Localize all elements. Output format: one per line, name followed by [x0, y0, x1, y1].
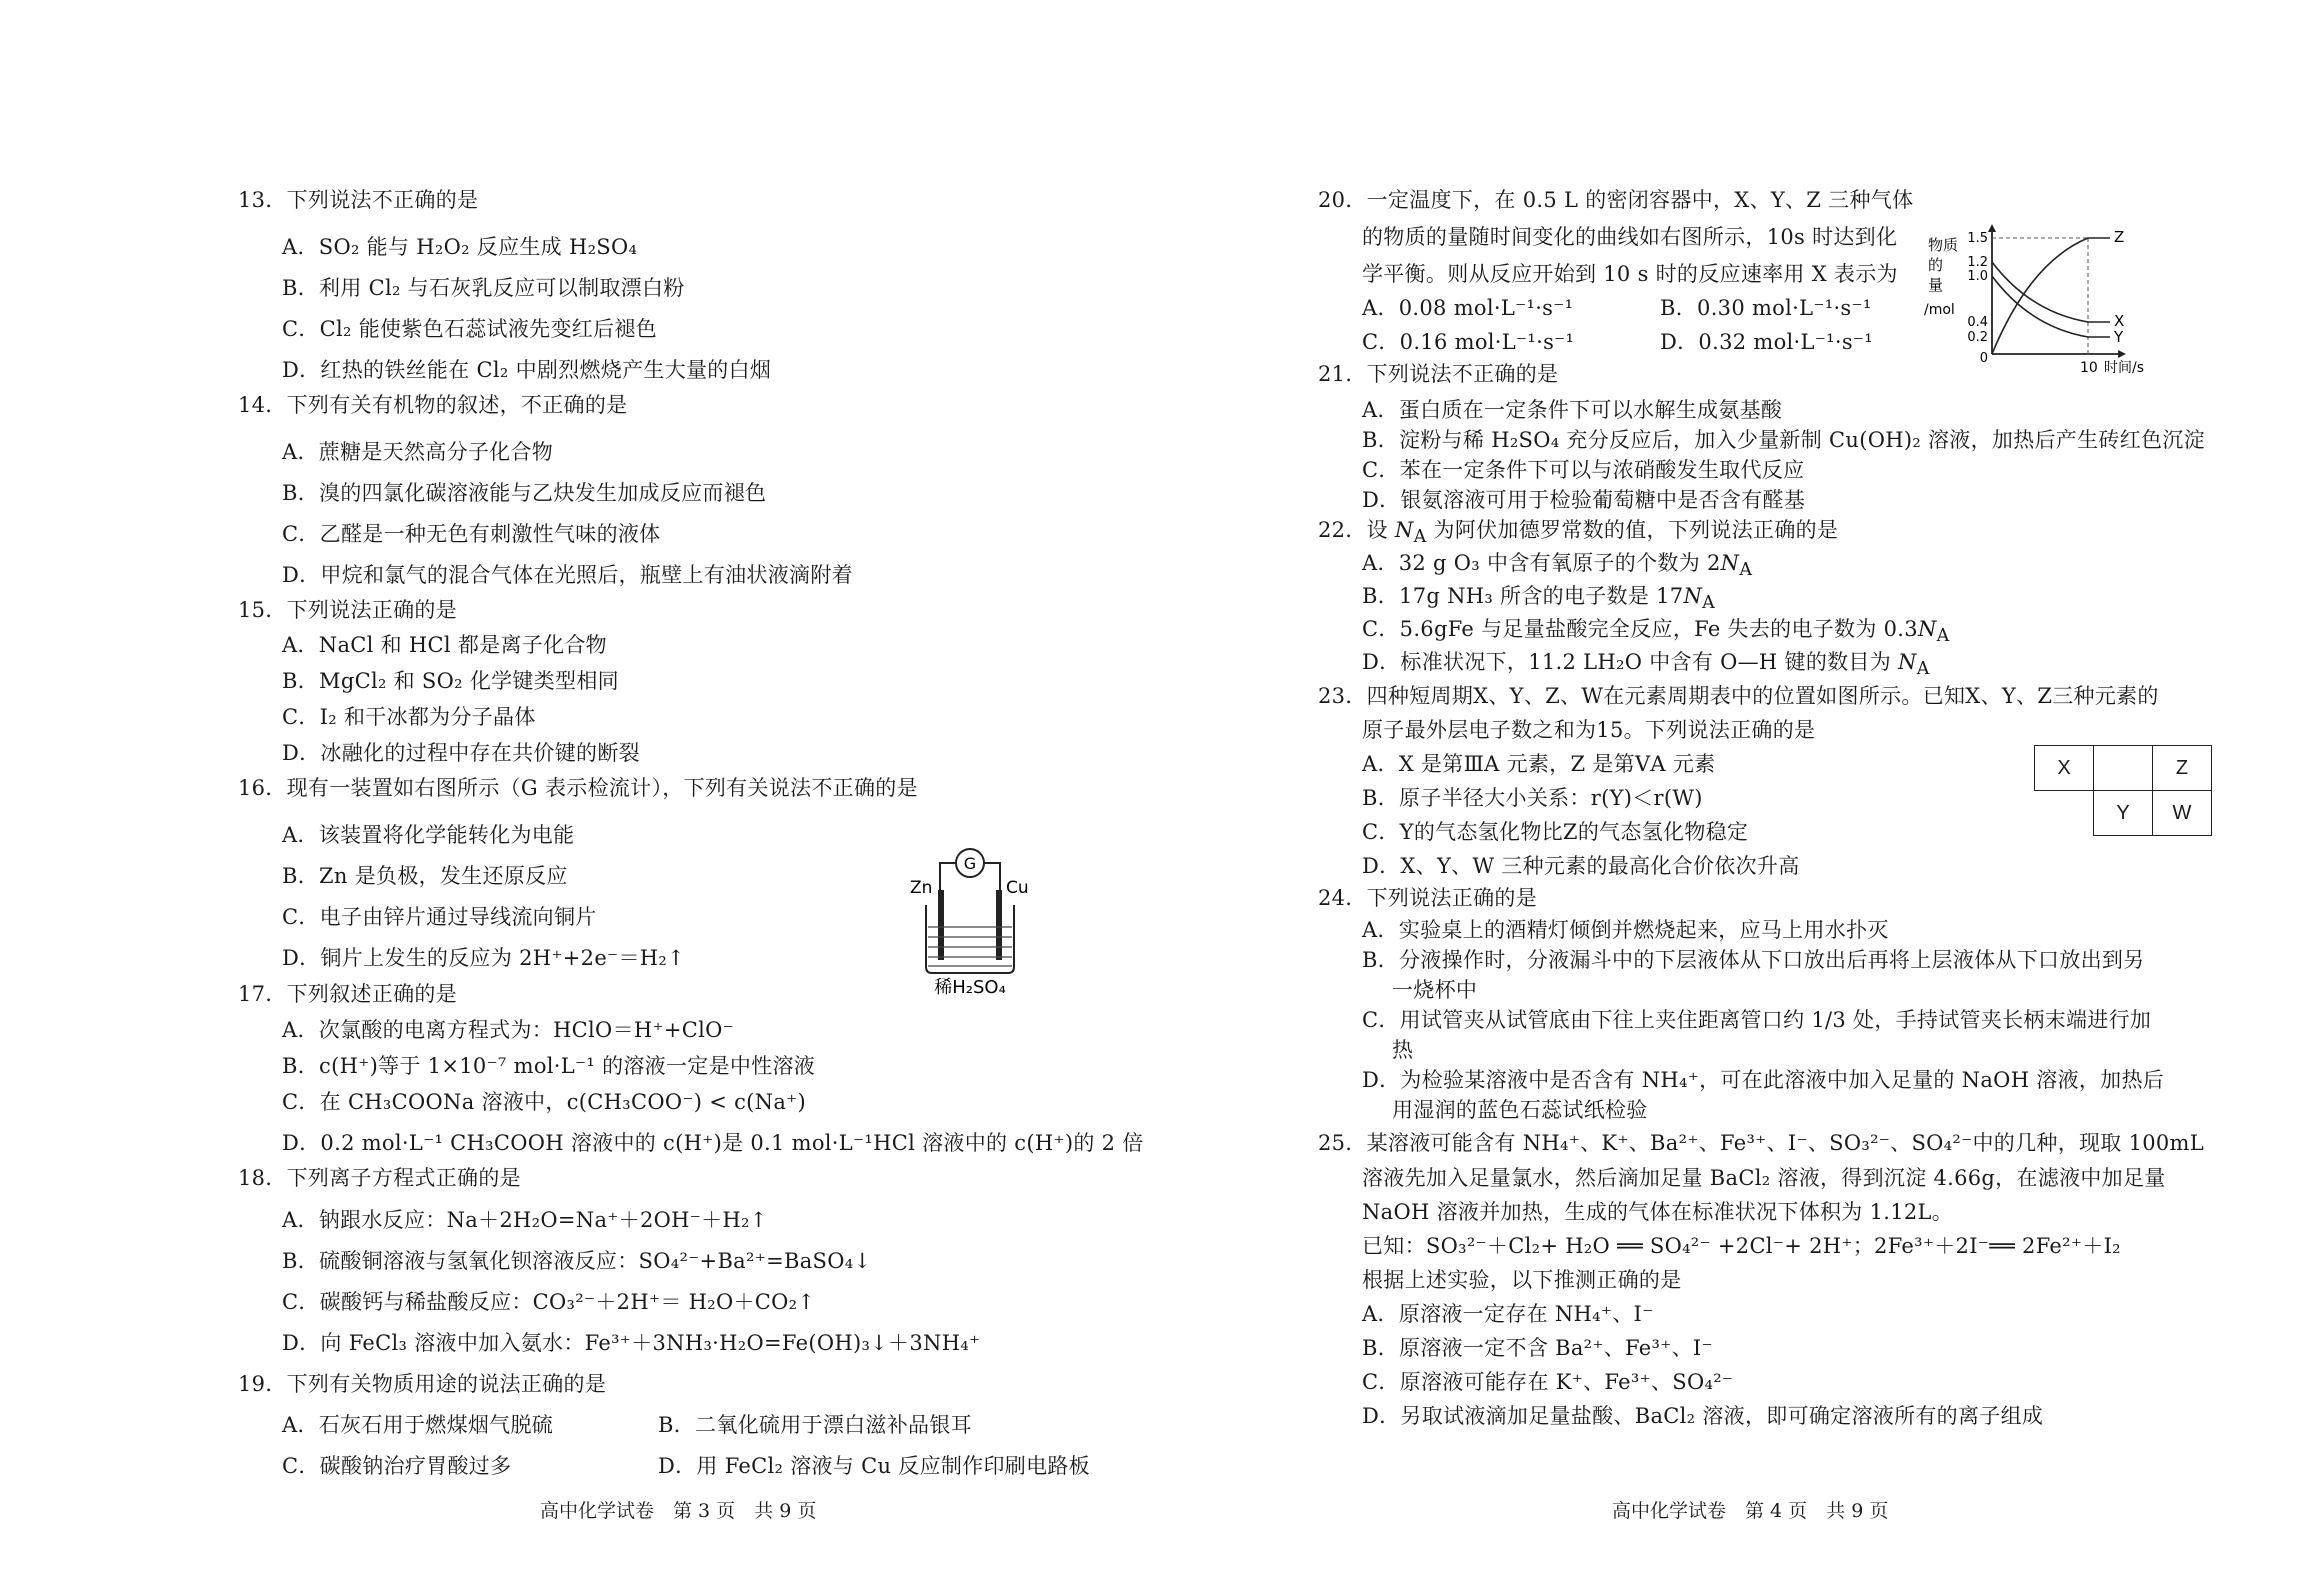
xtick-10: 10	[2080, 360, 2098, 376]
question-line-q19b: B．二氧化硫用于漂白滋补品银耳	[658, 1413, 972, 1437]
question-line-q13b: B．利用 Cl₂ 与石灰乳反应可以制取漂白粉	[282, 276, 685, 300]
question-line-q24d: D．为检验某溶液中是否含有 NH₄⁺，可在此溶液中加入足量的 NaOH 溶液，加热后	[1362, 1068, 2165, 1092]
question-line-q22c: C．5.6gFe 与足量盐酸完全反应，Fe 失去的电子数为 $0.3N_A$	[1362, 617, 1950, 647]
question-line-q23b: B．原子半径大小关系：r(Y)＜r(W)	[1362, 786, 1703, 810]
question-line-q23c: C．Y的气态氢化物比Z的气态氢化物稳定	[1362, 820, 1749, 844]
question-line-q13: 13．下列说法不正确的是	[238, 188, 479, 212]
series-z: Z	[2114, 228, 2125, 246]
ytick-1.5: 1.5	[1967, 231, 1988, 246]
question-line-q24c2: 热	[1392, 1038, 1414, 1062]
pt-cell-blank	[2035, 791, 2094, 836]
question-line-q20a: A．0.08 mol·L⁻¹·s⁻¹	[1362, 296, 1574, 320]
question-line-q24: 24．下列说法正确的是	[1318, 886, 1538, 910]
question-line-q20b: B．0.30 mol·L⁻¹·s⁻¹	[1660, 296, 1872, 320]
graph-ylabel-3: 量	[1928, 276, 1944, 294]
question-line-q16b: B．Zn 是负极，发生还原反应	[282, 864, 568, 888]
question-line-q16c: C．电子由锌片通过导线流向铜片	[282, 905, 597, 929]
question-line-q24c: C．用试管夹从试管底由下往上夹住距离管口约 1/3 处，手持试管夹长柄末端进行加	[1362, 1008, 2152, 1032]
question-line-q25l2: 溶液先加入足量氯水，然后滴加足量 BaCl₂ 溶液，得到沉淀 4.66g，在滤液中加足量	[1362, 1166, 2166, 1190]
series-y: Y	[2114, 328, 2124, 346]
question-line-q19c: C．碳酸钠治疗胃酸过多	[282, 1454, 512, 1478]
page-footer-3: 高中化学试卷 第 3 页 共 9 页	[540, 1500, 817, 1522]
question-line-q24d2: 用湿润的蓝色石蕊试纸检验	[1392, 1098, 1648, 1122]
question-line-q14: 14．下列有关有机物的叙述，不正确的是	[238, 393, 628, 417]
question-line-q13d: D．红热的铁丝能在 Cl₂ 中剧烈燃烧产生大量的白烟	[282, 358, 772, 382]
question-line-q22b: B．17g NH₃ 所含的电子数是 $17N_A$	[1362, 584, 1716, 614]
graph-ylabel-4: /mol	[1924, 302, 1955, 318]
ytick-0.4: 0.4	[1967, 315, 1988, 330]
question-line-q17: 17．下列叙述正确的是	[238, 982, 458, 1006]
ytick-0.2: 0.2	[1967, 330, 1988, 345]
question-line-q20l2: 的物质的量随时间变化的曲线如右图所示，10s 时达到化	[1362, 225, 1898, 249]
question-line-q18b: B．硫酸铜溶液与氢氧化钡溶液反应：SO₄²⁻+Ba²⁺=BaSO₄↓	[282, 1249, 872, 1273]
question-line-q21b: B．淀粉与稀 H₂SO₄ 充分反应后，加入少量新制 Cu(OH)₂ 溶液，加热后产生砖红色沉淀	[1362, 428, 2205, 452]
question-line-q18: 18．下列离子方程式正确的是	[238, 1166, 521, 1190]
periodic-table-fragment	[2034, 745, 2212, 836]
question-line-q16a: A．该装置将化学能转化为电能	[282, 823, 575, 847]
galvanic-cell-figure	[900, 845, 1040, 995]
question-line-q17d: D．0.2 mol·L⁻¹ CH₃COOH 溶液中的 c(H⁺)是 0.1 mol·L⁻¹HCl 溶液中的 c(H⁺)的 2 倍	[282, 1131, 1144, 1155]
question-line-q25l3: NaOH 溶液并加热，生成的气体在标准状况下体积为 1.12L。	[1362, 1200, 1954, 1224]
question-line-q23a: A．X 是第ⅢA 元素，Z 是第ⅤA 元素	[1362, 752, 1716, 776]
question-line-q25a: A．原溶液一定存在 NH₄⁺、I⁻	[1362, 1302, 1654, 1326]
question-line-q15a: A．NaCl 和 HCl 都是离子化合物	[282, 633, 607, 657]
question-line-q23: 23．四种短周期X、Y、Z、W在元素周期表中的位置如图所示。已知X、Y、Z三种元素的	[1318, 684, 2159, 708]
question-line-q22d: D．标准状况下，11.2 LH₂O 中含有 O—H 键的数目为 $N_A$	[1362, 650, 1930, 680]
ytick-1.2: 1.2	[1967, 255, 1988, 270]
question-line-q19: 19．下列有关物质用途的说法正确的是	[238, 1372, 607, 1396]
pt-cell-y: Y	[2094, 791, 2153, 836]
zn-electrode-label: Zn	[910, 878, 933, 898]
page-4	[1152, 0, 2303, 1594]
question-line-q25l5: 根据上述实验，以下推测正确的是	[1362, 1268, 1682, 1292]
question-line-q18c: C．碳酸钙与稀盐酸反应：CO₃²⁻＋2H⁺＝ H₂O＋CO₂↑	[282, 1290, 816, 1314]
question-line-q15: 15．下列说法正确的是	[238, 598, 458, 622]
question-line-q23d: D．X、Y、W 三种元素的最高化合价依次升高	[1362, 854, 1800, 878]
series-x: X	[2114, 312, 2125, 330]
question-line-q13c: C．Cl₂ 能使紫色石蕊试液先变红后褪色	[282, 317, 657, 341]
question-line-q20c: C．0.16 mol·L⁻¹·s⁻¹	[1362, 330, 1575, 354]
question-line-q25l4: 已知：SO₃²⁻＋Cl₂+ H₂O ══ SO₄²⁻ +2Cl⁻+ 2H⁺；2Fe³⁺＋2I⁻══ 2Fe²⁺＋I₂	[1362, 1234, 2121, 1258]
question-line-q22a: A．32 g O₃ 中含有氧原子的个数为 $2N_A$	[1362, 551, 1753, 581]
question-line-q24b: B．分液操作时，分液漏斗中的下层液体从下口放出后再将上层液体从下口放出到另	[1362, 948, 2145, 972]
question-line-q19d: D．用 FeCl₂ 溶液与 Cu 反应制作印刷电路板	[658, 1454, 1090, 1478]
question-line-q20d: D．0.32 mol·L⁻¹·s⁻¹	[1660, 330, 1874, 354]
dilute-h2so4-label: 稀H₂SO₄	[934, 977, 1006, 995]
galvanometer-label: G	[963, 854, 977, 873]
question-line-q21: 21．下列说法不正确的是	[1318, 362, 1559, 386]
question-line-q23l2: 原子最外层电子数之和为15。下列说法正确的是	[1362, 718, 1816, 742]
question-line-q14c: C．乙醛是一种无色有刺激性气味的液体	[282, 522, 661, 546]
question-line-q17b: B．c(H⁺)等于 1×10⁻⁷ mol·L⁻¹ 的溶液一定是中性溶液	[282, 1054, 816, 1078]
question-line-q25b: B．原溶液一定不含 Ba²⁺、Fe³⁺、I⁻	[1362, 1336, 1713, 1360]
question-line-q21d: D．银氨溶液可用于检验葡萄糖中是否含有醛基	[1362, 488, 1806, 512]
ytick-0: 0	[1979, 351, 1988, 366]
question-line-q14b: B．溴的四氯化碳溶液能与乙炔发生加成反应而褪色	[282, 481, 767, 505]
question-line-q20: 20．一定温度下，在 0.5 L 的密闭容器中，X、Y、Z 三种气体	[1318, 188, 1914, 212]
question-line-q18d: D．向 FeCl₃ 溶液中加入氨水：Fe³⁺＋3NH₃·H₂O=Fe(OH)₃↓＋3NH₄⁺	[282, 1331, 981, 1355]
question-line-q21c: C．苯在一定条件下可以与浓硝酸发生取代反应	[1362, 458, 1805, 482]
question-line-q15b: B．MgCl₂ 和 SO₂ 化学键类型相同	[282, 669, 619, 693]
question-line-q14a: A．蔗糖是天然高分子化合物	[282, 440, 554, 464]
question-line-q18a: A．钠跟水反应：Na＋2H₂O=Na⁺＋2OH⁻＋H₂↑	[282, 1208, 768, 1232]
pt-cell-w: W	[2153, 791, 2212, 836]
question-line-q25: 25．某溶液可能含有 NH₄⁺、K⁺、Ba²⁺、Fe³⁺、I⁻、SO₃²⁻、SO₄²⁻中的几种，现取 100mL	[1318, 1131, 2205, 1155]
reaction-graph	[1920, 222, 2150, 382]
question-line-q21a: A．蛋白质在一定条件下可以水解生成氨基酸	[1362, 398, 1783, 422]
question-line-q13a: A．SO₂ 能与 H₂O₂ 反应生成 H₂SO₄	[282, 235, 638, 259]
pt-cell-empty-1	[2094, 746, 2153, 791]
question-line-q15d: D．冰融化的过程中存在共价键的断裂	[282, 741, 640, 765]
question-line-q17a: A．次氯酸的电离方程式为：HClO＝H⁺+ClO⁻	[282, 1018, 735, 1042]
question-line-q22: 22．设 $N_A$ 为阿伏加德罗常数的值，下列说法正确的是	[1318, 518, 1839, 548]
pt-cell-z: Z	[2153, 746, 2212, 791]
question-line-q14d: D．甲烷和氯气的混合气体在光照后，瓶壁上有油状液滴附着	[282, 563, 853, 587]
question-line-q20l3: 学平衡。则从反应开始到 10 s 时的反应速率用 X 表示为	[1362, 262, 1898, 286]
ytick-1.0: 1.0	[1967, 269, 1988, 284]
question-line-q19a: A．石灰石用于燃煤烟气脱硫	[282, 1413, 554, 1437]
cu-electrode-label: Cu	[1006, 878, 1029, 898]
graph-ylabel-2: 的	[1928, 256, 1944, 274]
pt-cell-x: X	[2035, 746, 2094, 791]
graph-ylabel-1: 物质	[1928, 236, 1959, 254]
question-line-q24a: A．实验桌上的酒精灯倾倒并燃烧起来，应马上用水扑灭	[1362, 918, 1889, 942]
page-footer-4: 高中化学试卷 第 4 页 共 9 页	[1612, 1500, 1889, 1522]
question-line-q25d: D．另取试液滴加足量盐酸、BaCl₂ 溶液，即可确定溶液所有的离子组成	[1362, 1404, 2044, 1428]
graph-xlabel: 时间/s	[2104, 360, 2145, 376]
question-line-q25c: C．原溶液可能存在 K⁺、Fe³⁺、SO₄²⁻	[1362, 1370, 1734, 1394]
question-line-q24b2: 一烧杯中	[1392, 978, 1478, 1002]
question-line-q16d: D．铜片上发生的反应为 2H⁺+2e⁻＝H₂↑	[282, 946, 685, 970]
question-line-q15c: C．I₂ 和干冰都为分子晶体	[282, 705, 536, 729]
question-line-q16: 16．现有一装置如右图所示（G 表示检流计），下列有关说法不正确的是	[238, 776, 918, 800]
question-line-q17c: C．在 CH₃COONa 溶液中，c(CH₃COO⁻) < c(Na⁺)	[282, 1090, 807, 1114]
